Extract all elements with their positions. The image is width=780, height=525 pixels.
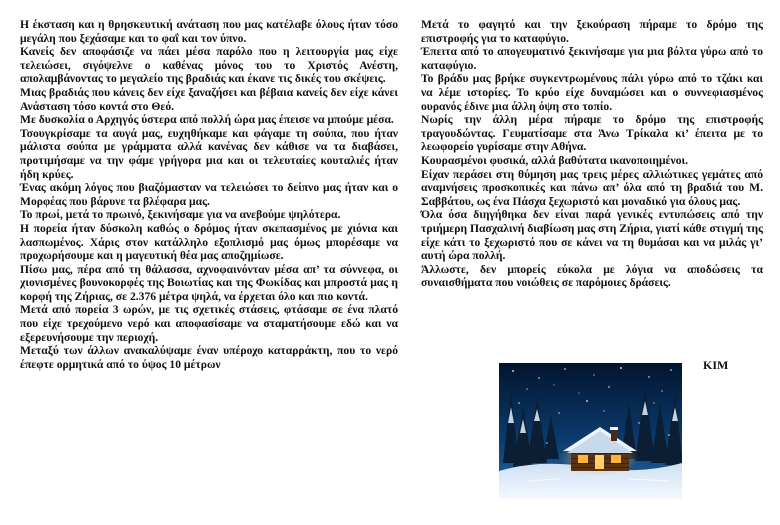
paragraph: Όλα όσα διηγήθηκα δεν είναι παρά γενικές εντυπώσεις από την τριήμερη Πασχαλινή διαβίωση μας στη Ζήρια, γιατί κάθε στιγμή της είχε κάτι το ξεχωριστό που σε κάνει να τη θυμάσαι και να μιλάς γι’ αυτή ώρα πολλή. xyxy=(421,208,763,263)
paragraph: Το βράδυ μας βρήκε συγκεντρωμένους πάλι γύρω από το τζάκι και να λέμε ιστορίες. Το κρύο είχε δυναμώσει και ο συννεφιασμένος ουρανός έδινε μια άλλη όψη στο τοπίο. xyxy=(421,72,763,113)
paragraph: Η πορεία ήταν δύσκολη καθώς ο δρόμος ήταν σκεπασμένος με χιόνια και λασπωμένος. Χάρις στον κατάλληλο εξοπλισμό μας όμως μπορέσαμε να προχωρήσουμε και η μαγευτική θέα μας αποζημίωσε. xyxy=(20,221,398,263)
paragraph: Μιας βραδιάς που κάνεις δεν είχε ξαναζήσει και βέβαια κανείς δεν είχε κάνει Ανάσταση τόσο κοντά στο Θεό. xyxy=(20,85,398,113)
paragraph: Νωρίς την άλλη μέρα πήραμε το δρόμο της επιστροφής τραγουδώντας. Γευματίσαμε στα Άνω Τρίκαλα κι’ έπειτα με το λεωφορείο γυρίσαμε στην Αθήνα. xyxy=(421,113,763,154)
paragraph: Κανείς δεν αποφάσιζε να πάει μέσα παρόλο που η λειτουργία μας είχε τελειώσει, σιγόψελνε ο καθένας μόνος του το Χριστός Ανέστη, απολαμβάνοντας το μεγαλείο της βραδιάς και έκανε τις δικές του σκέψεις. xyxy=(20,45,398,86)
paragraph: Τσουγκρίσαμε τα αυγά μας, ευχηθήκαμε και φάγαμε τη σούπα, που ήταν μάλιστα σούπα με γράμματα αλλά κανένας δεν κάθισε να τα διαβάσει, προτιμήσαμε να την φάμε γρήγορα μια και οι τελευταίες κουταλιές ήταν ήδη κρύες. xyxy=(20,126,398,181)
paragraph: Πίσω μας, πέρα από τη θάλασσα, αχνοφαινόνταν μέσα απ’ τα σύννεφα, οι χιονισμένες βουνοκορφές της Βοιωτίας και της Φωκίδας και μπροστά μας η κορφή της Ζήριας, σε 2.376 μέτρα ψηλά, να έρχεται όλο και πιο κοντά. xyxy=(20,262,398,303)
paragraph: Μετά από πορεία 3 ωρών, με τις σχετικές στάσεις, φτάσαμε σε ένα πλατό που είχε τρεχούμενο νερό και αποφασίσαμε να σταματήσουμε εδώ και να εξερευνήσουμε την περιοχή. xyxy=(20,303,398,344)
paragraph: Κουρασμένοι φυσικά, αλλά βαθύτατα ικανοποιημένοι. xyxy=(421,153,688,167)
paragraph: Με δυσκολία ο Αρχηγός ύστερα από πολλή ώρα μας έπεισε να μπούμε μέσα. xyxy=(20,113,394,127)
author-signature: ΚΙΜ xyxy=(703,358,729,372)
paragraph: Το πρωί, μετά το πρωινό, ξεκινήσαμε για να ανεβούμε ψηλότερα. xyxy=(20,208,341,222)
paragraph: Η έκσταση και η θρησκευτική ανάταση που μας κατέλαβε όλους ήταν τόσο μεγάλη που ξεχάσαμε και το φαΐ και τον ύπνο. xyxy=(20,18,398,45)
paragraph: Έπειτα από το απογευματινό ξεκινήσαμε για μια βόλτα γύρω από το καταφύγιο. xyxy=(421,45,763,72)
paragraph: Μεταξύ των άλλων ανακαλύψαμε έναν υπέροχο καταρράκτη, που το νερό έπεφτε ορμητικά από το ύψος 10 μέτρων xyxy=(20,344,398,371)
right-text-column xyxy=(421,18,763,290)
paragraph: Μετά το φαγητό και την ξεκούραση πήραμε το δρόμο της επιστροφής για το καταφύγιο. xyxy=(421,18,763,45)
snowy-cabin-image xyxy=(499,363,682,499)
paragraph: Ένας ακόμη λόγος που βιαζόμασταν να τελειώσει το δείπνο μας ήταν και ο Μορφέας που βάρυνε τα βλέφαρα μας. xyxy=(20,181,398,208)
left-text-column xyxy=(20,18,398,371)
paragraph: Είχαν περάσει στη θύμηση μας τρεις μέρες αλλιώτικες γεμάτες από αναμνήσεις προσκοπικές και πάνω απ’ όλα από τη βραδιά του Μ. Σαββάτου, ως ένα Πάσχα ξεχωριστό και μοναδικό για όλους μας. xyxy=(421,167,763,208)
paragraph: Άλλωστε, δεν μπορείς εύκολα με λόγια να αποδώσεις τα συναισθήματα που νοιώθεις σε παρόμοιες δράσεις. xyxy=(421,262,763,290)
